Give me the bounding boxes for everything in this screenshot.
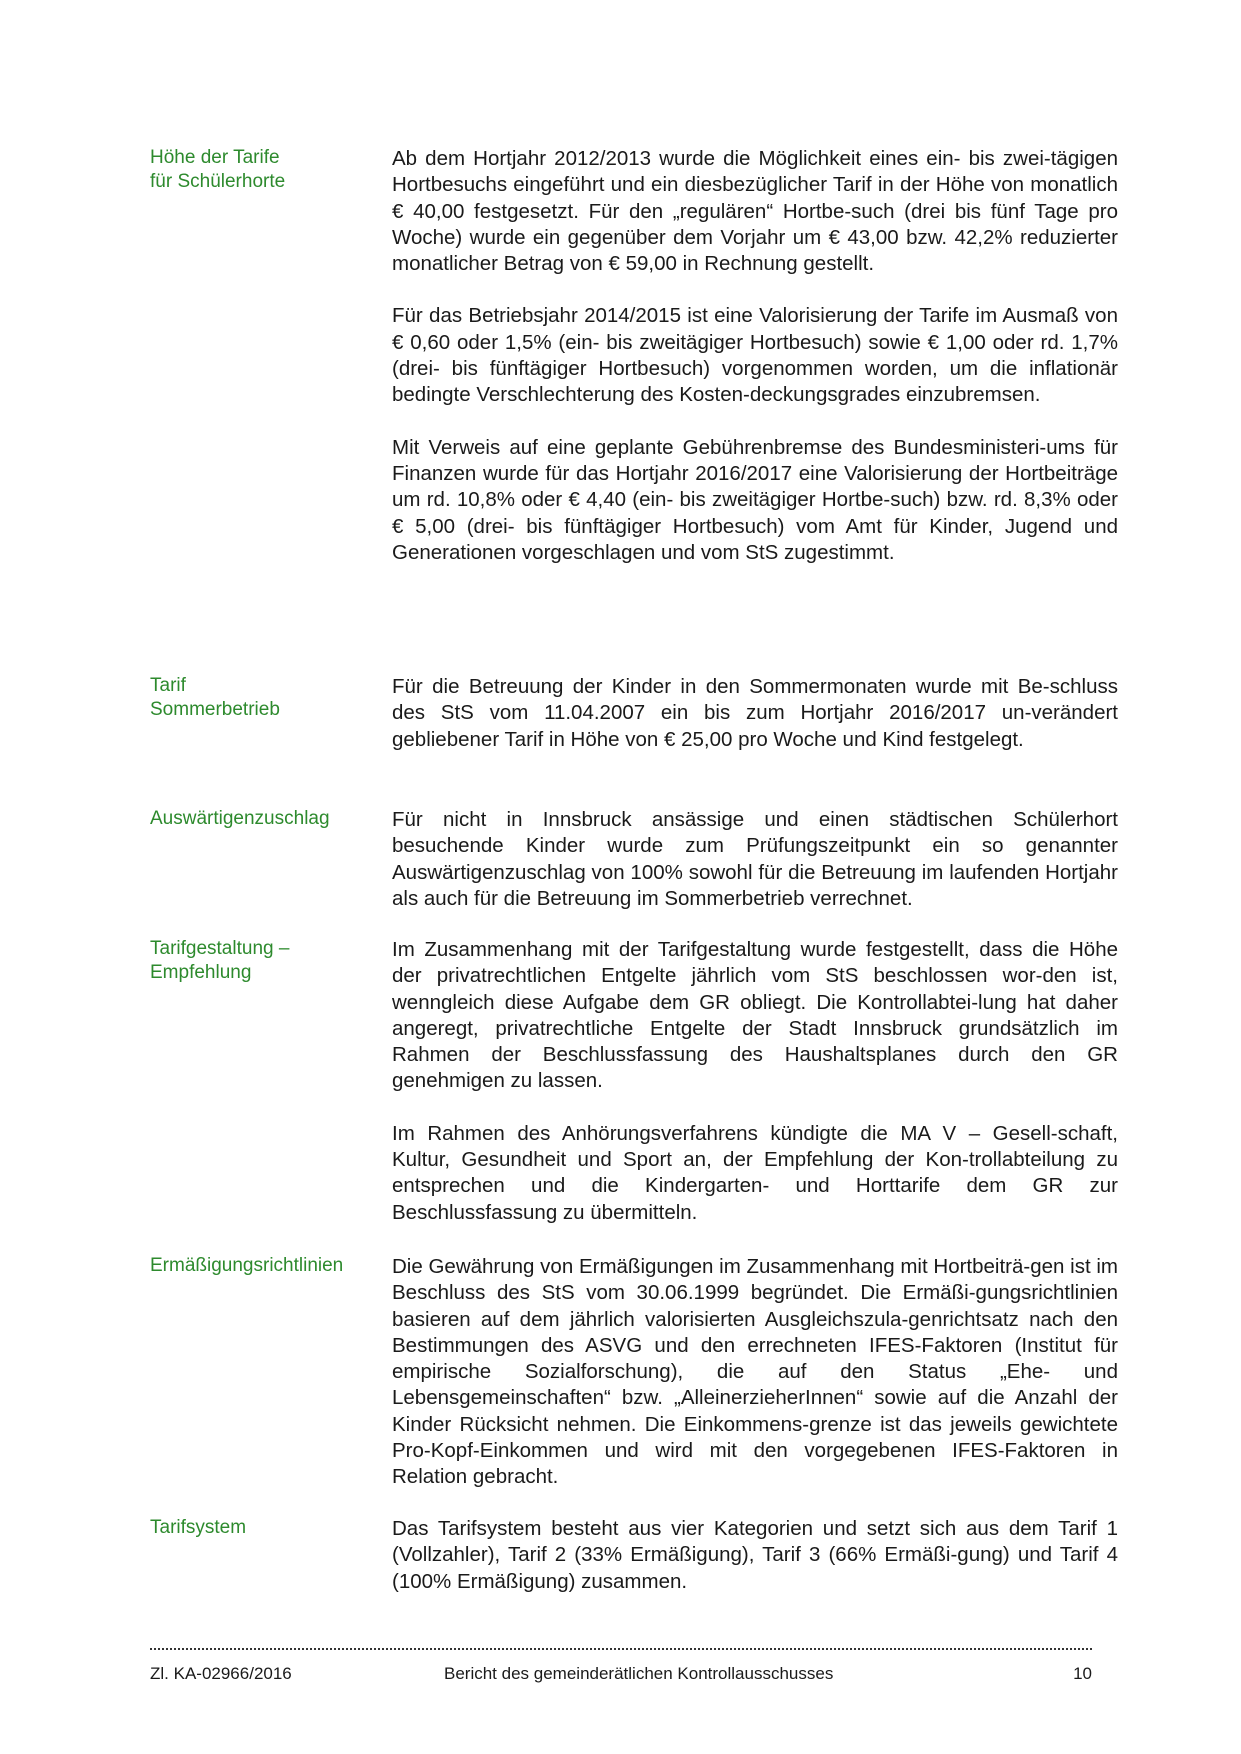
section-body bbox=[392, 674, 1118, 779]
paragraph: Ab dem Hortjahr 2012/2013 wurde die Möglichkeit eines ein- bis zwei-tägigen Hortbesuchs eingeführt und ein diesbezüglicher Tarif in der Höhe von monatlich € 40,00 festgesetzt. Für den „regulären“ Hortbe-such (drei bis fünf Tage pro Woche) wurde ein gegenüber dem Vorjahr um € 43,00 bzw. 42,2% reduzierter monatlicher Betrag von € 59,00 in Rechnung gestellt. bbox=[392, 147, 1118, 276]
side-label-line: Tarif bbox=[150, 675, 186, 696]
section-body bbox=[392, 1516, 1118, 1621]
paragraph: Für die Betreuung der Kinder in den Sommermonaten wurde mit Be-schluss des StS vom 11.04.2007 ein bis zum Hortjahr 2016/2017 un-verändert gebliebener Tarif in Höhe von € 25,00 pro Woche und Kind festgelegt. bbox=[392, 675, 1118, 751]
paragraph: Die Gewährung von Ermäßigungen im Zusammenhang mit Hortbeiträ-gen ist im Beschluss des StS vom 30.06.1999 begründet. Die Ermäßi-gungsrichtlinien basieren auf dem jährlich valorisierten Ausgleichszula-genrichtsatz nach den Bestimmungen des ASVG und den errechneten IFES-Faktoren (Institut für empirische Sozialforschung), die auf den Status „Ehe- und Lebensgemeinschaften“ bzw. „AlleinerzieherInnen“ sowie auf die Anzahl der Kinder Rücksicht nehmen. Die Einkommens-grenze ist das jeweils gewichtete Pro-Kopf-Einkommen und wird mit den vorgegebenen IFES-Faktoren in Relation gebracht. bbox=[392, 1255, 1118, 1489]
footer-reference: Zl. KA-02966/2016 bbox=[150, 1664, 292, 1683]
section-body bbox=[392, 937, 1118, 1252]
footer-title: Bericht des gemeinderätlichen Kontrollausschusses bbox=[444, 1664, 834, 1683]
section-body bbox=[392, 807, 1118, 938]
side-label bbox=[150, 937, 365, 985]
side-label bbox=[150, 146, 365, 194]
side-label bbox=[150, 1516, 365, 1540]
side-label-line: Auswärtigenzuschlag bbox=[150, 808, 330, 829]
side-label-line: Ermäßigungsrichtlinien bbox=[150, 1255, 344, 1276]
side-label-line: für Schülerhorte bbox=[150, 171, 286, 192]
paragraph: Für nicht in Innsbruck ansässige und einen städtischen Schülerhort besuchende Kinder wurde zum Prüfungszeitpunkt ein so genannter Auswärtigenzuschlag von 100% sowohl für die Betreuung im laufenden Hortjahr als auch für die Betreuung im Sommerbetrieb verrechnet. bbox=[392, 808, 1118, 910]
side-label-line: Sommerbetrieb bbox=[150, 699, 280, 720]
side-label bbox=[150, 674, 365, 722]
footer-divider bbox=[150, 1648, 1092, 1650]
paragraph: Mit Verweis auf eine geplante Gebührenbremse des Bundesministeri-ums für Finanzen wurde für das Hortjahr 2016/2017 eine Valorisierung der Hortbeiträge um rd. 10,8% oder € 4,40 (ein- bis zweitägiger Hortbe-such) bzw. rd. 8,3% oder € 5,00 (drei- bis fünftägiger Hortbesuch) vom Amt für Kinder, Jugend und Generationen vorgeschlagen und vom StS zugestimmt. bbox=[392, 435, 1118, 564]
side-label-line: Tarifsystem bbox=[150, 1517, 247, 1538]
side-label-line: Empfehlung bbox=[150, 962, 252, 983]
section-body bbox=[392, 146, 1118, 592]
paragraph: Im Zusammenhang mit der Tarifgestaltung wurde festgestellt, dass die Höhe der privatrechtlichen Entgelte jährlich vom StS beschlossen wor-den ist, wenngleich diese Aufgabe dem GR obliegt. Die Kontrollabtei-lung hat daher angeregt, privatrechtliche Entgelte der Stadt Innsbruck grundsätzlich im Rahmen der Beschlussfassung des Haushaltsplanes durch den GR genehmigen zu lassen. bbox=[392, 938, 1118, 1093]
section-body bbox=[392, 1254, 1118, 1517]
side-label bbox=[150, 1254, 365, 1278]
page-number: 10 bbox=[1073, 1664, 1092, 1683]
side-label-line: Tarifgestaltung – bbox=[150, 938, 290, 959]
side-label-line: Höhe der Tarife bbox=[150, 147, 280, 168]
paragraph: Das Tarifsystem besteht aus vier Kategorien und setzt sich aus dem Tarif 1 (Vollzahler), Tarif 2 (33% Ermäßigung), Tarif 3 (66% Ermäßi-gung) und Tarif 4 (100% Ermäßigung) zusammen. bbox=[392, 1517, 1118, 1593]
paragraph: Für das Betriebsjahr 2014/2015 ist eine Valorisierung der Tarife im Ausmaß von € 0,60 oder 1,5% (ein- bis zweitägiger Hortbesuch) sowie € 1,00 oder rd. 1,7% (drei- bis fünftägiger Hortbesuch) vorgenommen worden, um die inflationär bedingte Verschlechterung des Kosten-deckungsgrades einzubremsen. bbox=[392, 304, 1118, 407]
side-label bbox=[150, 807, 365, 831]
paragraph: Im Rahmen des Anhörungsverfahrens kündigte die MA V – Gesell-schaft, Kultur, Gesundheit und Sport an, der Empfehlung der Kon-trollabteilung zu entsprechen und die Kindergarten- und Horttarife dem GR zur Beschlussfassung zu übermitteln. bbox=[392, 1121, 1118, 1224]
